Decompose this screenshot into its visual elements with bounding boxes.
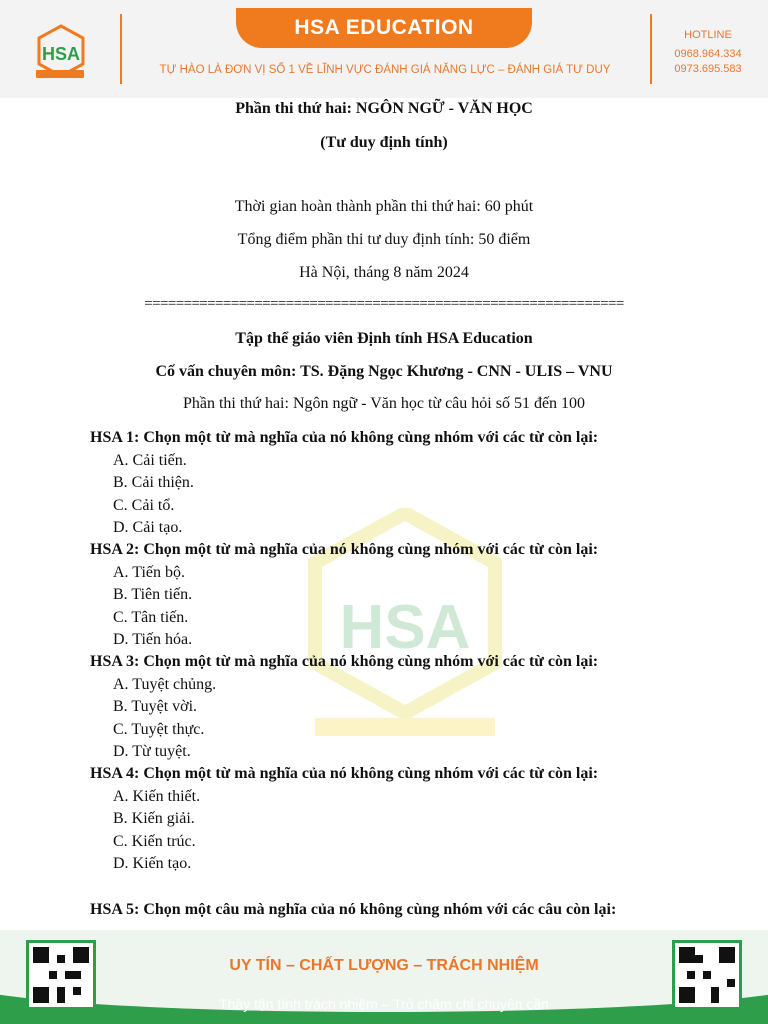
brand-banner: HSA EDUCATION: [236, 8, 532, 48]
question-option[interactable]: A. Tiến bộ.: [113, 564, 186, 581]
question-stem: HSA 5: Chọn một câu mà nghĩa của nó không cùng nhóm với các câu còn lại:: [90, 901, 617, 918]
question-option[interactable]: C. Kiến trúc.: [113, 833, 196, 850]
hotline-phone-1[interactable]: 0968.964.334: [674, 48, 742, 60]
footer-motto: UY TÍN – CHẤT LƯỢNG – TRÁCH NHIỆM: [229, 957, 539, 974]
hotline-label: HOTLINE: [684, 29, 732, 41]
question-option[interactable]: A. Kiến thiết.: [113, 788, 201, 805]
qr-pattern: [33, 947, 89, 1003]
question-option[interactable]: D. Kiến tạo.: [113, 855, 192, 872]
question-option[interactable]: C. Cải tổ.: [113, 497, 175, 514]
doc-score: Tổng điểm phần thi tư duy định tính: 50 điểm: [237, 231, 531, 248]
qr-code-icon[interactable]: [26, 940, 96, 1010]
question-option[interactable]: C. Tân tiến.: [113, 609, 189, 626]
doc-separator: =============================================================: [144, 296, 624, 312]
svg-text:HSA: HSA: [339, 593, 471, 662]
question-stem: HSA 4: Chọn một từ mà nghĩa của nó không cùng nhóm với các từ còn lại:: [90, 765, 599, 782]
header-tagline: TỰ HÀO LÀ ĐƠN VỊ SỐ 1 VỀ LĨNH VỰC ĐÁNH GIÁ NĂNG LỰC – ĐÁNH GIÁ TƯ DUY: [159, 64, 611, 76]
question-option[interactable]: D. Từ tuyệt.: [113, 743, 191, 760]
doc-place-date: Hà Nội, tháng 8 năm 2024: [299, 264, 469, 281]
question-option[interactable]: B. Tuyệt vời.: [113, 698, 198, 715]
svg-text:HSA: HSA: [41, 44, 81, 64]
doc-subtitle: (Tư duy định tính): [320, 134, 448, 151]
doc-title: Phần thi thứ hai: NGÔN NGỮ - VĂN HỌC: [235, 100, 533, 117]
qr-code-icon[interactable]: [672, 940, 742, 1010]
doc-time: Thời gian hoàn thành phần thi thứ hai: 60 phút: [234, 198, 534, 215]
doc-range: Phần thi thứ hai: Ngôn ngữ - Văn học từ câu hỏi số 51 đến 100: [182, 395, 586, 412]
qr-pattern: [679, 947, 735, 1003]
question-stem: HSA 2: Chọn một từ mà nghĩa của nó không cùng nhóm với các từ còn lại:: [90, 541, 599, 558]
hotline-block: [668, 28, 748, 77]
document-body: [0, 98, 768, 928]
logo-caption-bar: [36, 70, 84, 78]
hotline-phone-2[interactable]: 0973.695.583: [674, 63, 742, 75]
page-header: [0, 0, 768, 98]
doc-advisor: Cố vấn chuyên môn: TS. Đặng Ngọc Khương - CNN - ULIS – VNU: [155, 363, 613, 380]
question-option[interactable]: B. Cải thiện.: [113, 474, 194, 491]
question-option[interactable]: A. Cải tiến.: [113, 452, 187, 469]
header-divider-right: [650, 14, 652, 84]
question-stem: HSA 3: Chọn một từ mà nghĩa của nó không cùng nhóm với các từ còn lại:: [90, 653, 599, 670]
footer-slogan: Thầy tận tình trách nhiệm – Trò chăm chỉ chuyên cần: [219, 996, 549, 1012]
question-option[interactable]: B. Kiến giải.: [113, 810, 195, 827]
doc-authors: Tập thể giáo viên Định tính HSA Education: [235, 330, 533, 347]
question-stem: HSA 1: Chọn một từ mà nghĩa của nó không cùng nhóm với các từ còn lại:: [90, 429, 599, 446]
question-option[interactable]: A. Tuyệt chủng.: [113, 676, 217, 693]
question-option[interactable]: B. Tiên tiến.: [113, 586, 193, 603]
question-option[interactable]: D. Tiến hóa.: [113, 631, 193, 648]
question-option[interactable]: C. Tuyệt thực.: [113, 721, 205, 738]
question-option[interactable]: D. Cải tạo.: [113, 519, 183, 536]
page-footer: [0, 930, 768, 1024]
header-divider-left: [120, 14, 122, 84]
